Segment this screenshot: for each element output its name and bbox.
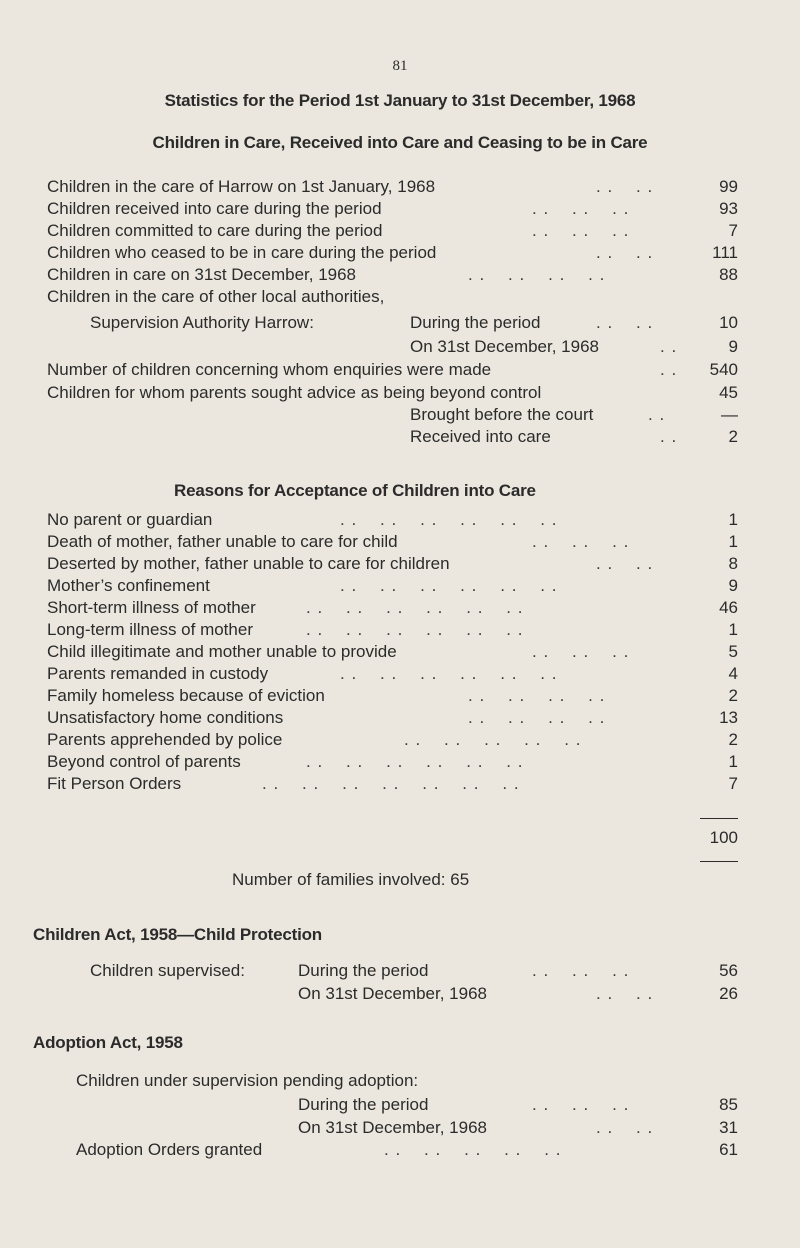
row-label: No parent or guardian [47, 510, 213, 529]
row-value: 46 [719, 598, 738, 617]
row-label: Children received into care during the period [47, 199, 382, 218]
row-label: Children committed to care during the period [47, 221, 383, 240]
row-value: 2 [728, 427, 738, 446]
row-value: 88 [719, 265, 738, 284]
section4-heading: Adoption Act, 1958 [33, 1033, 183, 1052]
row-sublabel: During the period [298, 1095, 429, 1114]
row-label: Mother’s confinement [47, 576, 210, 595]
leader-dots: . . [648, 405, 666, 424]
row-sublabel: During the period [410, 313, 541, 332]
leader-dots: . . . . . . [532, 1095, 630, 1114]
row-label: Unsatisfactory home conditions [47, 708, 284, 727]
row-sublabel: On 31st December, 1968 [298, 1118, 488, 1137]
table-row [0, 360, 800, 384]
row-value: 10 [719, 313, 738, 332]
table-row [0, 221, 800, 245]
row-label: Children for whom parents sought advice as being beyond control [47, 383, 542, 402]
leader-dots: . . . . . . [532, 642, 630, 661]
row-value: — [721, 405, 738, 424]
row-value: 26 [719, 984, 738, 1003]
table-row [0, 730, 800, 754]
leader-dots: . . [660, 427, 678, 446]
table-row [0, 427, 800, 451]
row-value: 540 [709, 360, 738, 379]
leader-dots: . . . . [596, 243, 654, 262]
row-sublabel: Received into care [410, 427, 551, 446]
table-row [0, 510, 800, 534]
table-row [0, 774, 800, 798]
row-value: 1 [728, 620, 738, 639]
table-row [0, 1118, 800, 1142]
row-value: 85 [719, 1095, 738, 1114]
table-row [0, 532, 800, 556]
leader-dots: . . . . . . . . . . . . [340, 664, 558, 683]
page-number: 81 [392, 58, 408, 74]
row-value: 7 [728, 221, 738, 240]
leader-dots: . . . . . . . . . . . . [306, 752, 524, 771]
leader-dots: . . . . . . . . . . . . [340, 576, 558, 595]
row-label: Death of mother, father unable to care for child [47, 532, 398, 551]
row-label: Children in the care of Harrow on 1st January, 1968 [47, 177, 436, 196]
table-row [0, 243, 800, 267]
leader-dots: . . . . . . . . [468, 686, 606, 705]
leader-dots: . . . . . . . . . . . . [340, 510, 558, 529]
row-label: Child illegitimate and mother unable to provide [47, 642, 397, 661]
row-value: 1 [728, 752, 738, 771]
row-label: Long-term illness of mother [47, 620, 253, 639]
row-value: 9 [728, 337, 738, 356]
table-row [0, 177, 800, 201]
leader-dots: . . . . . . . . [468, 708, 606, 727]
table-row [0, 405, 800, 429]
leader-dots: . . [660, 337, 678, 356]
row-label: Children in the care of other local authorities, [47, 287, 385, 306]
table-row [0, 598, 800, 622]
table-row [0, 1095, 800, 1119]
table-row [0, 620, 800, 644]
row-label: Parents remanded in custody [47, 664, 269, 683]
row-value: 7 [728, 774, 738, 793]
leader-dots: . . . . . . . . [468, 265, 606, 284]
table-row [0, 313, 800, 337]
row-sublabel: On 31st December, 1968 [410, 337, 600, 356]
row-value: 9 [728, 576, 738, 595]
row-sublabel: Brought before the court [410, 405, 594, 424]
row-value: 31 [719, 1118, 738, 1137]
row-label: Children in care on 31st December, 1968 [47, 265, 357, 284]
leader-dots: . . . . . . . . . . . . [306, 598, 524, 617]
row-value: 99 [719, 177, 738, 196]
table-row [0, 708, 800, 732]
table-row [0, 383, 800, 407]
row-value: 8 [728, 554, 738, 573]
row-label: Children who ceased to be in care during the period [47, 243, 437, 262]
row-sublabel: On 31st December, 1968 [298, 984, 488, 1003]
row-label: Beyond control of parents [47, 752, 241, 771]
page-title: Statistics for the Period 1st January to 31st December, 1968 [164, 91, 636, 110]
row-value: 5 [728, 642, 738, 661]
row-value: 2 [728, 686, 738, 705]
leader-dots: . . . . . . [532, 532, 630, 551]
row-value: 1 [728, 532, 738, 551]
leader-dots: . . . . . . [532, 199, 630, 218]
leader-dots: . . . . [596, 177, 654, 196]
table-row [0, 752, 800, 776]
total-row [0, 828, 800, 852]
leader-dots: . . . . [596, 984, 654, 1003]
leader-dots: . . . . [596, 313, 654, 332]
families-count: Number of families involved: 65 [232, 870, 470, 889]
row-label: Children under supervision pending adoption: [76, 1071, 419, 1090]
row-value: 2 [728, 730, 738, 749]
row-label: Parents apprehended by police [47, 730, 283, 749]
table-row [0, 554, 800, 578]
leader-dots: . . . . . . . . . . . . [306, 620, 524, 639]
leader-dots: . . . . [596, 1118, 654, 1137]
row-value: 45 [719, 383, 738, 402]
row-label: Short-term illness of mother [47, 598, 256, 617]
row-label: Adoption Orders granted [76, 1140, 263, 1159]
table-row [0, 664, 800, 688]
leader-dots: . . . . . . . . . . . . . . [262, 774, 520, 793]
section2-heading: Reasons for Acceptance of Children into Care [174, 481, 536, 500]
row-label: Family homeless because of eviction [47, 686, 325, 705]
leader-dots: . . . . . . [532, 961, 630, 980]
row-value: 93 [719, 199, 738, 218]
row-value: 56 [719, 961, 738, 980]
total-value: 100 [709, 828, 738, 847]
table-row [0, 337, 800, 361]
row-label: Children supervised: [90, 961, 245, 980]
leader-dots: . . [660, 360, 678, 379]
leader-dots: . . . . . . . . . . [384, 1140, 562, 1159]
row-label: Fit Person Orders [47, 774, 182, 793]
row-sublabel: During the period [298, 961, 429, 980]
row-label: Deserted by mother, father unable to care for children [47, 554, 450, 573]
total-rule-bottom [700, 861, 738, 862]
table-row [0, 576, 800, 600]
total-rule-top [700, 818, 738, 819]
row-label: Number of children concerning whom enquiries were made [47, 360, 492, 379]
leader-dots: . . . . . . . . . . [404, 730, 582, 749]
table-row [0, 961, 800, 985]
table-row [0, 265, 800, 289]
table-row [0, 1140, 800, 1164]
table-row [0, 686, 800, 710]
row-value: 13 [719, 708, 738, 727]
row-value: 111 [712, 243, 738, 262]
table-row [0, 642, 800, 666]
section1-heading: Children in Care, Received into Care and Ceasing to be in Care [152, 133, 648, 152]
row-value: 1 [728, 510, 738, 529]
leader-dots: . . . . [596, 554, 654, 573]
table-row [0, 199, 800, 223]
row-value: 61 [719, 1140, 738, 1159]
row-value: 4 [728, 664, 738, 683]
row-label: Supervision Authority Harrow: [90, 313, 314, 332]
leader-dots: . . . . . . [532, 221, 630, 240]
table-row [0, 984, 800, 1008]
table-row [0, 287, 800, 311]
section3-heading: Children Act, 1958—Child Protection [33, 925, 322, 944]
table-row [0, 1071, 800, 1095]
